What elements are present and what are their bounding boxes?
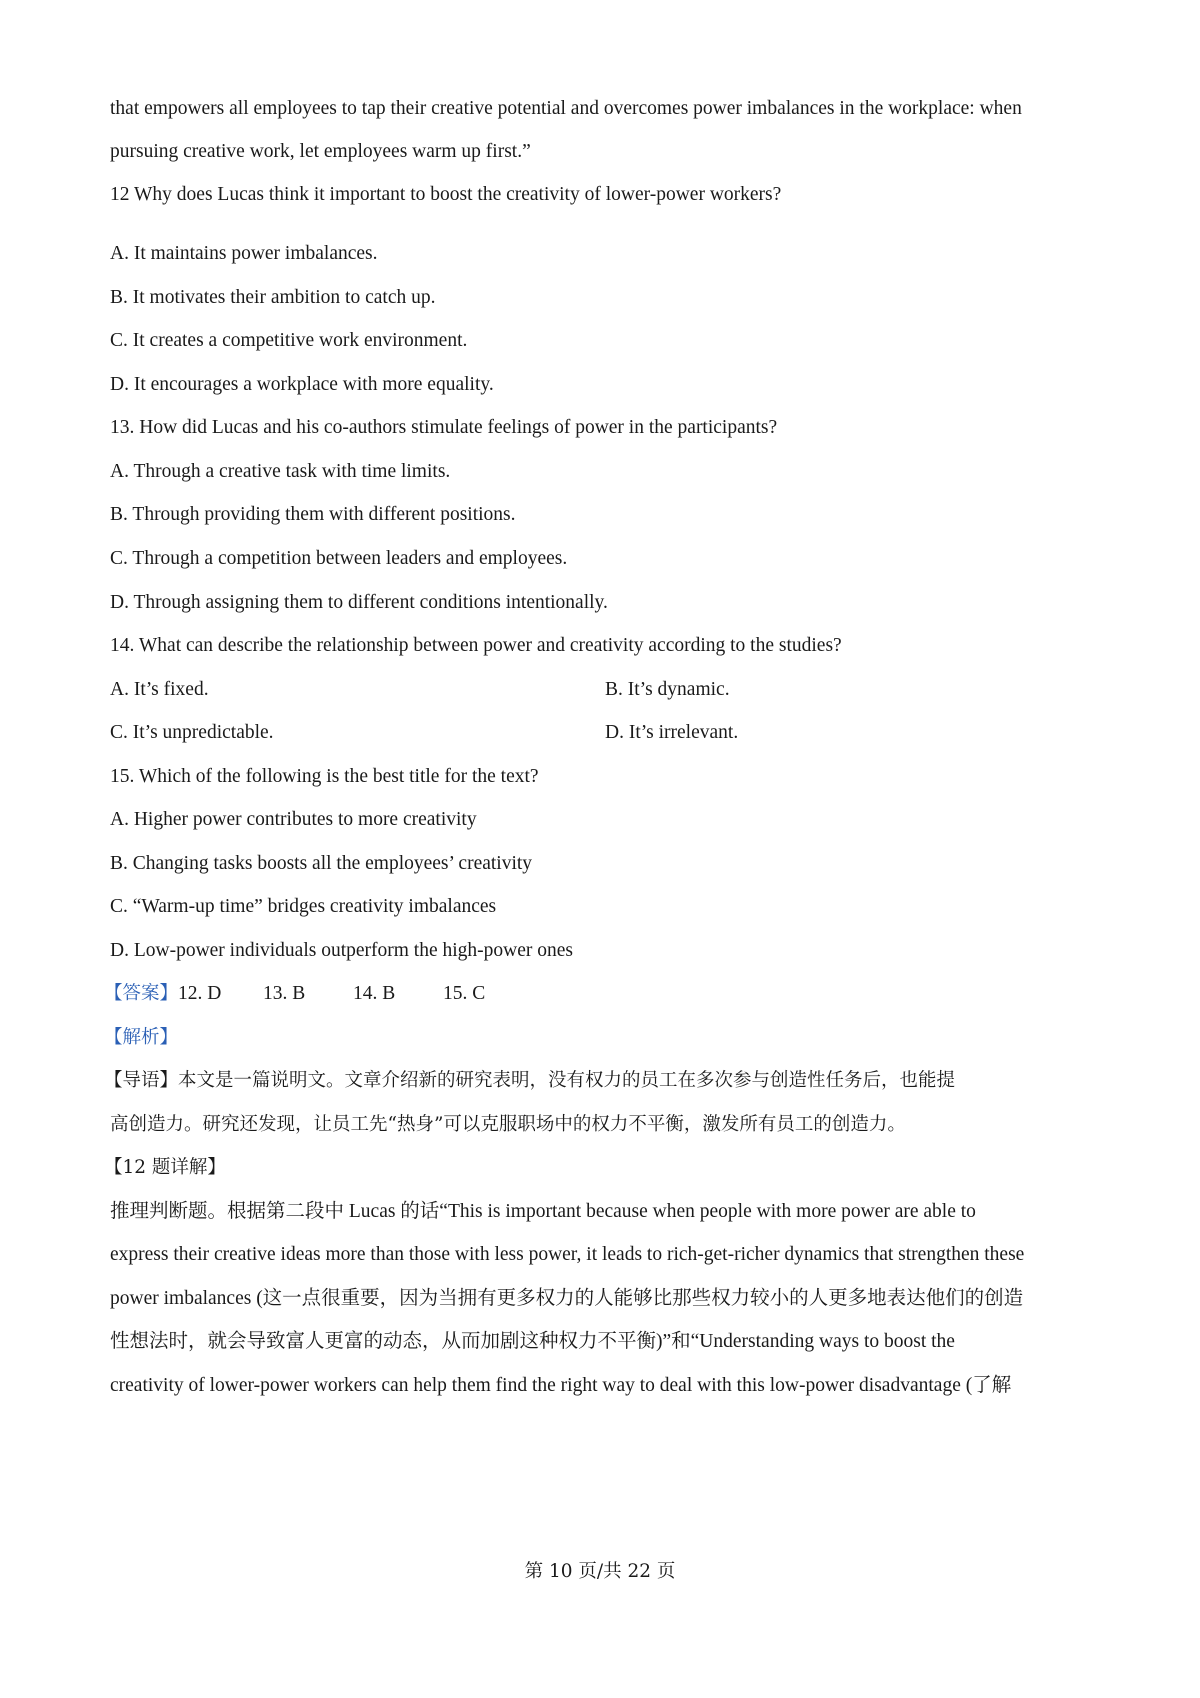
passage-line: that empowers all employees to tap their creative potential and overcomes power imbalances in the workplace: when — [110, 98, 1022, 119]
answer-item: 15. C — [443, 983, 486, 1004]
question-12-option-a: A. It maintains power imbalances. — [110, 243, 378, 264]
analysis-label: 【解析】 — [104, 1027, 179, 1048]
question-14-option-d: D. It’s irrelevant. — [605, 722, 739, 743]
question-13-option-a: A. Through a creative task with time limits. — [110, 461, 451, 482]
question-12-option-c: C. It creates a competitive work environment. — [110, 330, 468, 351]
question-12-option-d: D. It encourages a workplace with more equality. — [110, 374, 494, 395]
question-13-option-d: D. Through assigning them to different conditions intentionally. — [110, 592, 608, 613]
guide-line — [104, 1068, 955, 1094]
detail-12-line: express their creative ideas more than those with less power, it leads to rich-get-richer dynamics that strengthen these — [110, 1244, 1025, 1265]
answer-item: 13. B — [263, 983, 306, 1004]
question-14-option-c: C. It’s unpredictable. — [110, 722, 274, 743]
page-footer — [0, 1558, 1200, 1585]
question-14-option-b: B. It’s dynamic. — [605, 679, 730, 700]
guide-line: 高创造力。研究还发现，让员工先“热身”可以克服职场中的权力不平衡，激发所有员工的创造力。 — [110, 1114, 906, 1135]
question-13-option-c: C. Through a competition between leaders and employees. — [110, 548, 568, 569]
guide-label: 【导语】 — [104, 1070, 179, 1091]
question-12-option-b: B. It motivates their ambition to catch up. — [110, 287, 436, 308]
answer-line — [104, 981, 485, 1007]
answer-item: 14. B — [353, 983, 396, 1004]
question-15-option-a: A. Higher power contributes to more creativity — [110, 809, 477, 830]
answer-label: 【答案】 — [104, 983, 179, 1004]
question-14-stem: 14. What can describe the relationship between power and creativity according to the studies? — [110, 635, 842, 656]
question-15-option-d: D. Low-power individuals outperform the high-power ones — [110, 940, 574, 961]
question-13-option-b: B. Through providing them with different positions. — [110, 504, 516, 525]
page-number: 第 10 页/共 22 页 — [524, 1561, 676, 1582]
detail-12-line: power imbalances (这一点很重要，因为当拥有更多权力的人能够比那些权力较小的人更多地表达他们的创造 — [110, 1288, 1024, 1309]
detail-12-line: creativity of lower-power workers can help them find the right way to deal with this low-power disadvantage (了解 — [110, 1375, 1012, 1396]
guide-text: 本文是一篇说明文。文章介绍新的研究表明，没有权力的员工在多次参与创造性任务后，也能提 — [178, 1070, 956, 1091]
answer-item: 12. D — [178, 983, 222, 1004]
detail-12-line: 性想法时，就会导致富人更富的动态，从而加剧这种权力不平衡)”和“Understanding ways to boost the — [110, 1331, 955, 1352]
question-14-option-a: A. It’s fixed. — [110, 679, 209, 700]
passage-line: pursuing creative work, let employees warm up first.” — [110, 141, 531, 162]
question-15-option-c: C. “Warm-up time” bridges creativity imbalances — [110, 896, 497, 917]
question-13-stem: 13. How did Lucas and his co-authors stimulate feelings of power in the participants? — [110, 417, 778, 438]
question-12-stem: 12 Why does Lucas think it important to boost the creativity of lower-power workers? — [110, 184, 782, 205]
question-15-option-b: B. Changing tasks boosts all the employees’ creativity — [110, 853, 533, 874]
detail-12-line: 推理判断题。根据第二段中 Lucas 的话“This is important because when people with more power are able to — [110, 1201, 976, 1222]
detail-12-label: 【12 题详解】 — [104, 1157, 226, 1178]
question-15-stem: 15. Which of the following is the best title for the text? — [110, 766, 539, 787]
